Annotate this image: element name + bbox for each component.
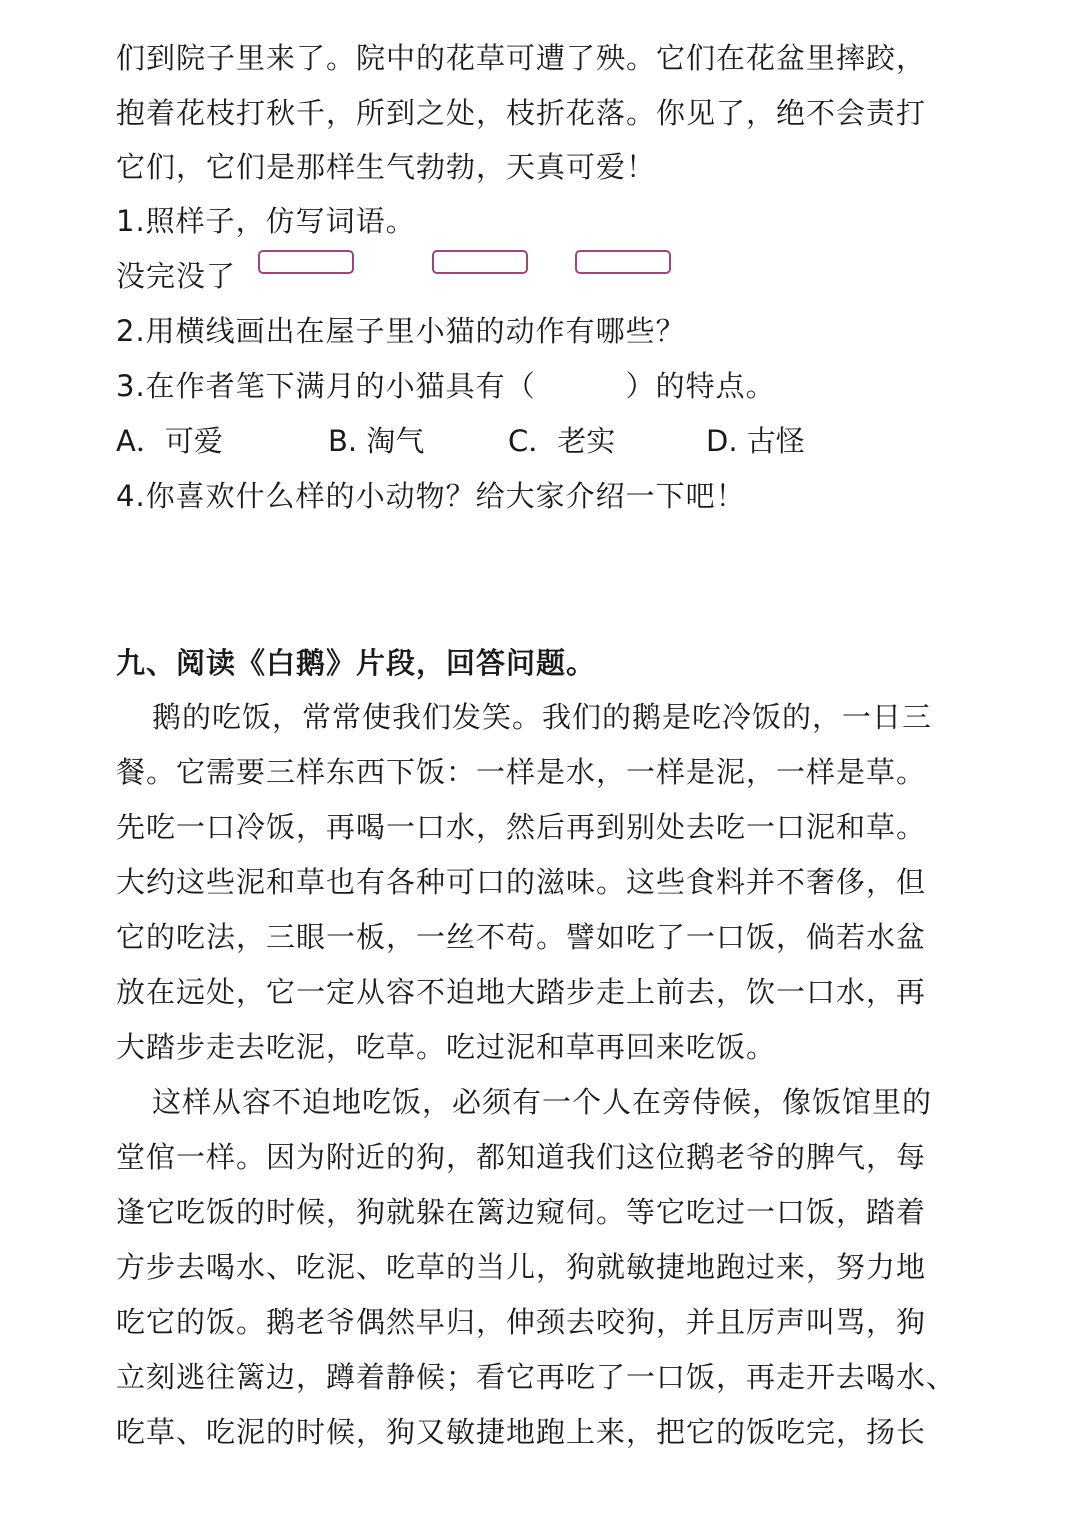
choice-c: C．老实 <box>508 424 616 458</box>
paragraph-line: 堂倌一样。因为附近的狗，都知道我们这位鹅老爷的脾气，每 <box>116 1140 927 1174</box>
question-2: 2.用横线画出在屋子里小猫的动作有哪些？ <box>116 314 686 348</box>
answer-blank-box[interactable] <box>432 250 528 274</box>
paragraph-line: 立刻逃往篱边，蹲着静候；看它再吃了一口饭，再走开去喝水、 <box>116 1360 957 1394</box>
paragraph-line: 先吃一口冷饭，再喝一口水，然后再到别处去吃一口泥和草。 <box>116 810 927 844</box>
paragraph-line: 方步去喝水、吃泥、吃草的当儿，狗就敏捷地跑过来，努力地 <box>116 1250 927 1284</box>
paragraph-line: 大踏步走去吃泥，吃草。吃过泥和草再回来吃饭。 <box>116 1030 777 1064</box>
question-4: 4.你喜欢什么样的小动物？给大家介绍一下吧！ <box>116 479 746 513</box>
paragraph-line: 逢它吃饭的时候，狗就躲在篱边窥伺。等它吃过一口饭，踏着 <box>116 1195 927 1229</box>
question-3-prompt: 3.在作者笔下满月的小猫具有（ ）的特点。 <box>116 369 776 403</box>
passage-line: 它们，它们是那样生气勃勃，天真可爱！ <box>116 150 657 184</box>
paragraph-line: 大约这些泥和草也有各种可口的滋味。这些食料并不奢侈，但 <box>116 865 927 899</box>
paragraph-line: 这样从容不迫地吃饭，必须有一个人在旁侍候，像饭馆里的 <box>152 1085 933 1119</box>
question-1-prompt: 1.照样子，仿写词语。 <box>116 204 416 238</box>
question-1-example: 没完没了 <box>116 259 237 293</box>
paragraph-line: 放在远处，它一定从容不迫地大踏步走上前去，饮一口水，再 <box>116 975 927 1009</box>
paragraph-line: 它的吃法，三眼一板，一丝不苟。譬如吃了一口饭，倘若水盆 <box>116 920 927 954</box>
paragraph-line: 鹅的吃饭，常常使我们发笑。我们的鹅是吃冷饭的，一日三 <box>152 700 933 734</box>
choice-b: B. 淘气 <box>328 424 425 458</box>
choice-a: A．可爱 <box>116 424 223 458</box>
answer-blank-box[interactable] <box>575 250 671 274</box>
passage-line: 抱着花枝打秋千，所到之处，枝折花落。你见了，绝不会责打 <box>116 96 927 130</box>
answer-blank-box[interactable] <box>258 250 354 274</box>
paragraph-line: 餐。它需要三样东西下饭：一样是水，一样是泥，一样是草。 <box>116 755 927 789</box>
paragraph-line: 吃它的饭。鹅老爷偶然早归，伸颈去咬狗，并且厉声叫骂，狗 <box>116 1305 927 1339</box>
section-heading: 九、阅读《白鹅》片段，回答问题。 <box>116 646 597 680</box>
paragraph-line: 吃草、吃泥的时候，狗又敏捷地跑上来，把它的饭吃完，扬长 <box>116 1415 927 1449</box>
choice-d: D. 古怪 <box>706 424 805 458</box>
passage-line: 们到院子里来了。院中的花草可遭了殃。它们在花盆里摔跤， <box>116 41 927 75</box>
